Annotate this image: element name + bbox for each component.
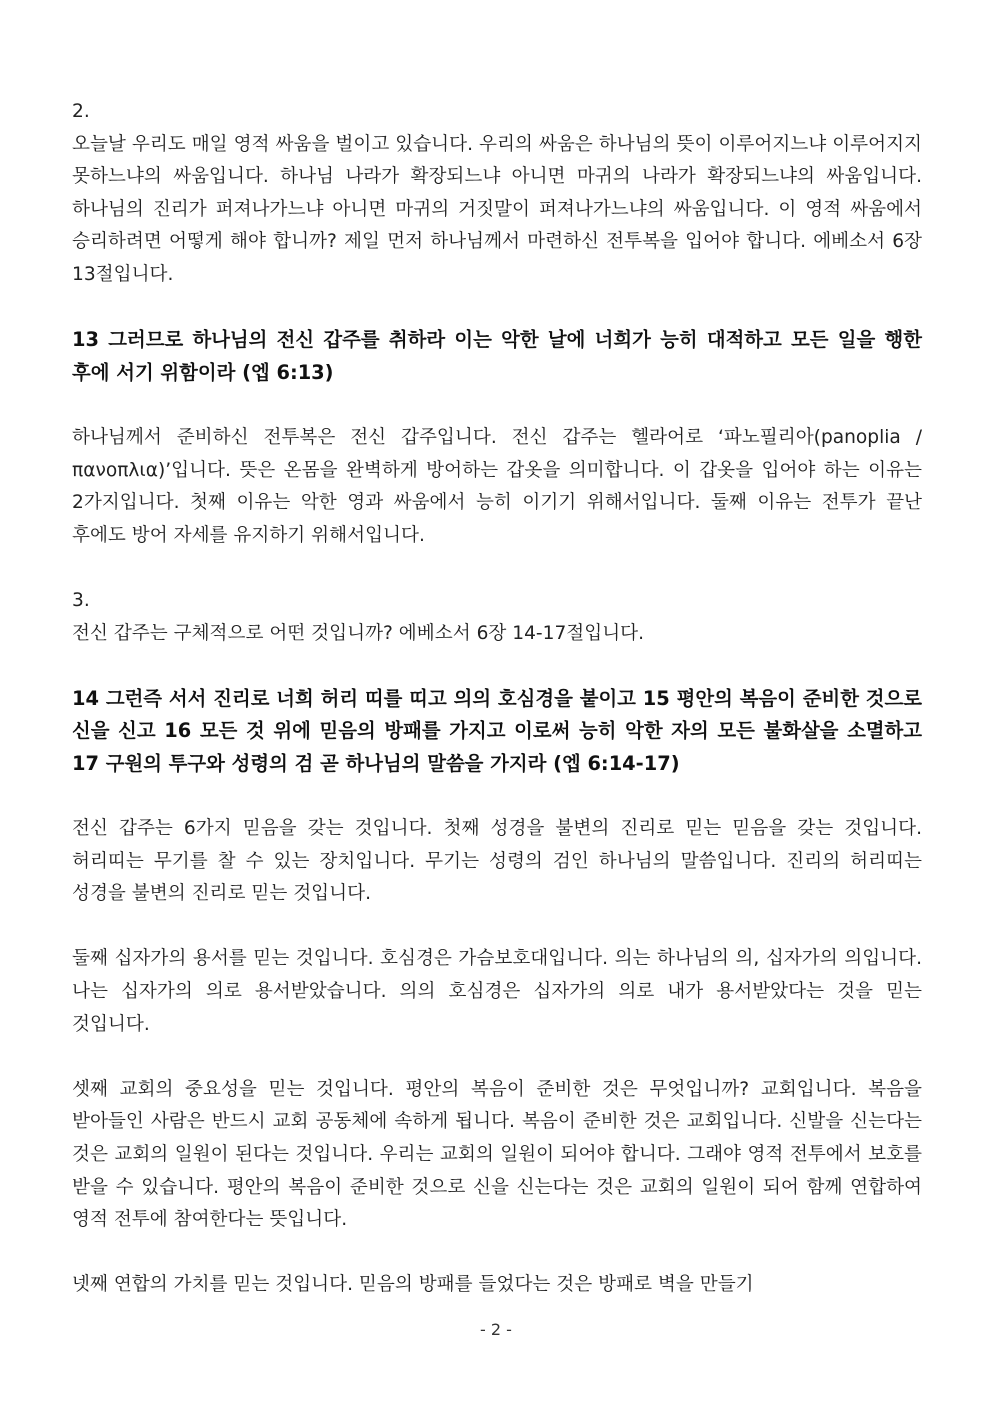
paragraph-spiritual-battle: 오늘날 우리도 매일 영적 싸움을 벌이고 있습니다. 우리의 싸움은 하나님의 뜻이 이루어지느냐 이루어지지 못하느냐의 싸움입니다. 하나님 나라가 확장되느냐 아니면 마귀의 나라가 확장되느냐의 싸움입니다. 하나님의 진리가 퍼져나가느냐 아니면 마귀의 거짓말이 퍼져나가느냐의 싸움입니다. 이 영적 싸움에서 승리하려면 어떻게 해야 합니까? 제일 먼저 하나님께서 마련하신 전투복을 입어야 합니다. 에베소서 6장 13절입니다. [72,133,922,285]
paragraph-second-faith: 둘째 십자가의 용서를 믿는 것입니다. 호심경은 가슴보호대입니다. 의는 하나님의 의, 십자가의 의입니다. 나는 십자가의 의로 용서받았습니다. 의의 호심경은 십자가의 의로 내가 용서받았다는 것을 믿는 것입니다. [72,948,922,1035]
paragraph-fourth-faith: 넷째 연합의 가치를 믿는 것입니다. 믿음의 방패를 들었다는 것은 방패로 벽을 만들기 [72,1274,754,1296]
spacer [72,780,922,813]
spacer [72,389,922,422]
paragraph-first-faith: 전신 갑주는 6가지 믿음을 갖는 것입니다. 첫째 성경을 불변의 진리로 믿는 믿음을 갖는 것입니다. 허리띠는 무기를 찰 수 있는 장치입니다. 무기는 성령의 검인 하나님의 말씀입니다. 진리의 허리띠는 성경을 불변의 진리로 믿는 것입니다. [72,818,922,905]
section-number-3: 3. [72,589,90,611]
scripture-ephesians-6-13: 13 그러므로 하나님의 전신 갑주를 취하라 이는 악한 날에 너희가 능히 대적하고 모든 일을 행한 후에 서기 위함이라 (엡 6:13) [72,328,922,384]
spacer [72,1237,922,1270]
paragraph-third-faith: 셋째 교회의 중요성을 믿는 것입니다. 평안의 복음이 준비한 것은 무엇입니까? 교회입니다. 복음을 받아들인 사람은 반드시 교회 공동체에 속하게 됩니다. 복음이 준비한 것은 교회입니다. 신발을 신는다는 것은 교회의 일원이 된다는 것입니다. 우리는 교회의 일원이 되어야 합니다. 그래야 영적 전투에서 보호를 받을 수 있습니다. 평안의 복음이 준비한 것으로 신을 신는다는 것은 교회의 일원이 되어 함께 연합하여 영적 전투에 참여한다는 뜻입니다. [72,1078,922,1231]
page-number: - 2 - [480,1320,512,1339]
paragraph-full-armor: 하나님께서 준비하신 전투복은 전신 갑주입니다. 전신 갑주는 헬라어로 ‘파노필리아(panoplia / πανοπλια)’입니다. 뜻은 온몸을 완벽하게 방어하는 갑옷을 의미합니다. 이 갑옷을 입어야 하는 이유는 2가지입니다. 첫째 이유는 악한 영과 싸움에서 능히 이기기 위해서입니다. 둘째 이유는 전투가 끝난 후에도 방어 자세를 유지하기 위해서입니다. [72,426,922,546]
document-body [72,96,922,1302]
spacer [72,292,922,325]
spacer [72,1041,922,1074]
spacer [72,552,922,585]
spacer [72,911,922,944]
spacer [72,650,922,683]
paragraph-armor-question: 전신 갑주는 구체적으로 어떤 것입니까? 에베소서 6장 14-17절입니다. [72,622,645,644]
scripture-ephesians-6-14-17: 14 그런즉 서서 진리로 너희 허리 띠를 띠고 의의 호심경을 붙이고 15 평안의 복음이 준비한 것으로 신을 신고 16 모든 것 위에 믿음의 방패를 가지고 이로써 능히 악한 자의 모든 불화살을 소멸하고 17 구원의 투구와 성령의 검 곧 하나님의 말씀을 가지라 (엡 6:14-17) [72,686,922,775]
section-number-2: 2. [72,101,90,122]
